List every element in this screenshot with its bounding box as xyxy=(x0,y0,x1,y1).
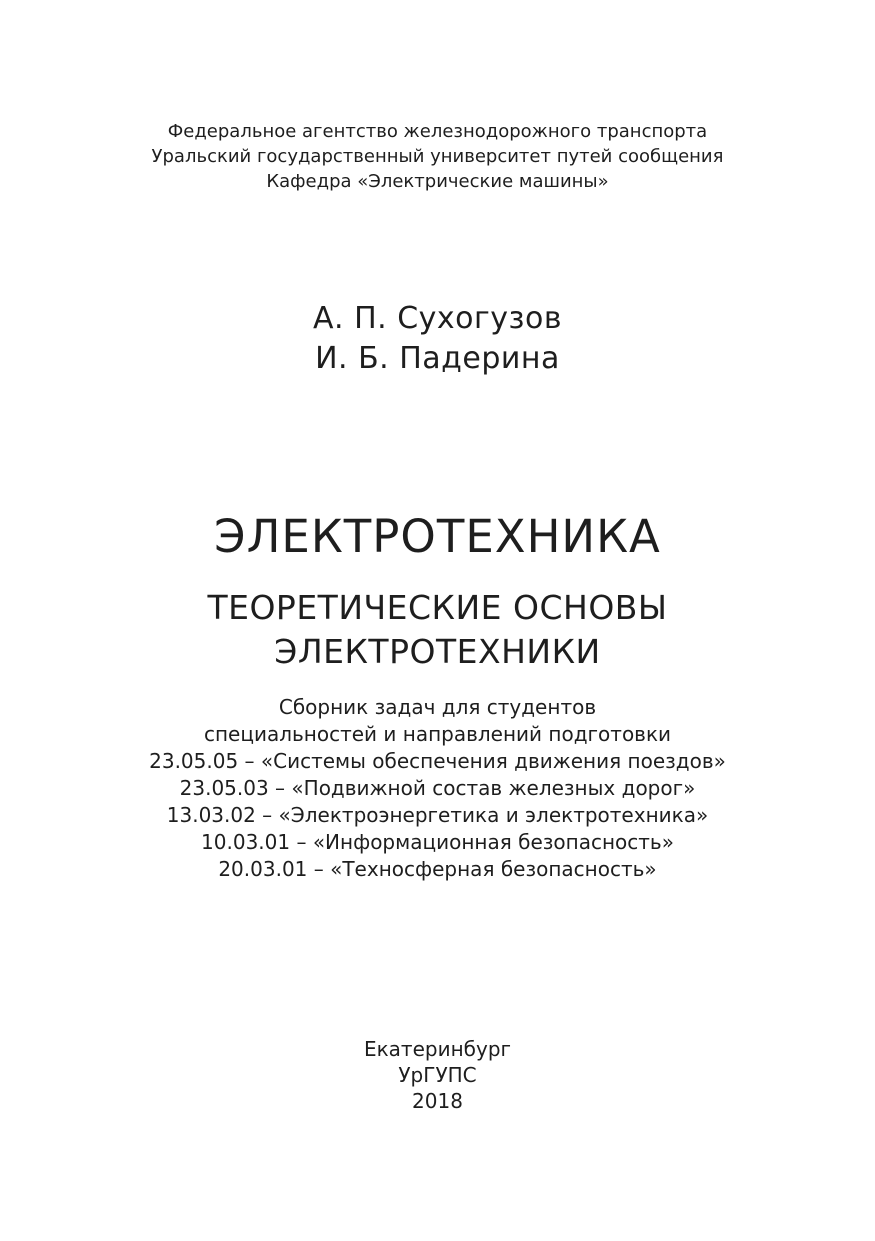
specialty-line: 23.05.03 – «Подвижной состав железных дорог» xyxy=(179,776,696,800)
author-2: И. Б. Падерина xyxy=(315,341,560,376)
specialty-line: 20.03.01 – «Техносферная безопасность» xyxy=(218,857,657,881)
imprint-publisher: УрГУПС xyxy=(398,1063,477,1087)
author-1: А. П. Сухогузов xyxy=(312,301,563,336)
description xyxy=(0,694,875,883)
imprint xyxy=(0,1036,875,1114)
book-title xyxy=(0,508,875,566)
department-name: Кафедра «Электрические машины» xyxy=(266,171,609,192)
agency-name: Федеральное агентство железнодорожного транспорта xyxy=(167,121,708,142)
book-subtitle xyxy=(0,586,875,674)
description-line: Сборник задач для студентов xyxy=(278,695,597,719)
imprint-year: 2018 xyxy=(412,1089,463,1113)
specialty-line: 23.05.05 – «Системы обеспечения движения поездов» xyxy=(149,749,726,773)
subtitle-line-2: ЭЛЕКТРОТЕХНИКИ xyxy=(274,632,601,671)
title-text: ЭЛЕКТРОТЕХНИКА xyxy=(214,510,661,563)
subtitle-line-1: ТЕОРЕТИЧЕСКИЕ ОСНОВЫ xyxy=(207,588,668,627)
organization-header xyxy=(0,119,875,194)
authors xyxy=(0,299,875,379)
specialty-line: 10.03.01 – «Информационная безопасность» xyxy=(201,830,674,854)
university-name: Уральский государственный университет путей сообщения xyxy=(151,146,724,167)
description-line: специальностей и направлений подготовки xyxy=(203,722,672,746)
specialty-line: 13.03.02 – «Электроэнергетика и электротехника» xyxy=(166,803,709,827)
imprint-city: Екатеринбург xyxy=(363,1037,512,1061)
